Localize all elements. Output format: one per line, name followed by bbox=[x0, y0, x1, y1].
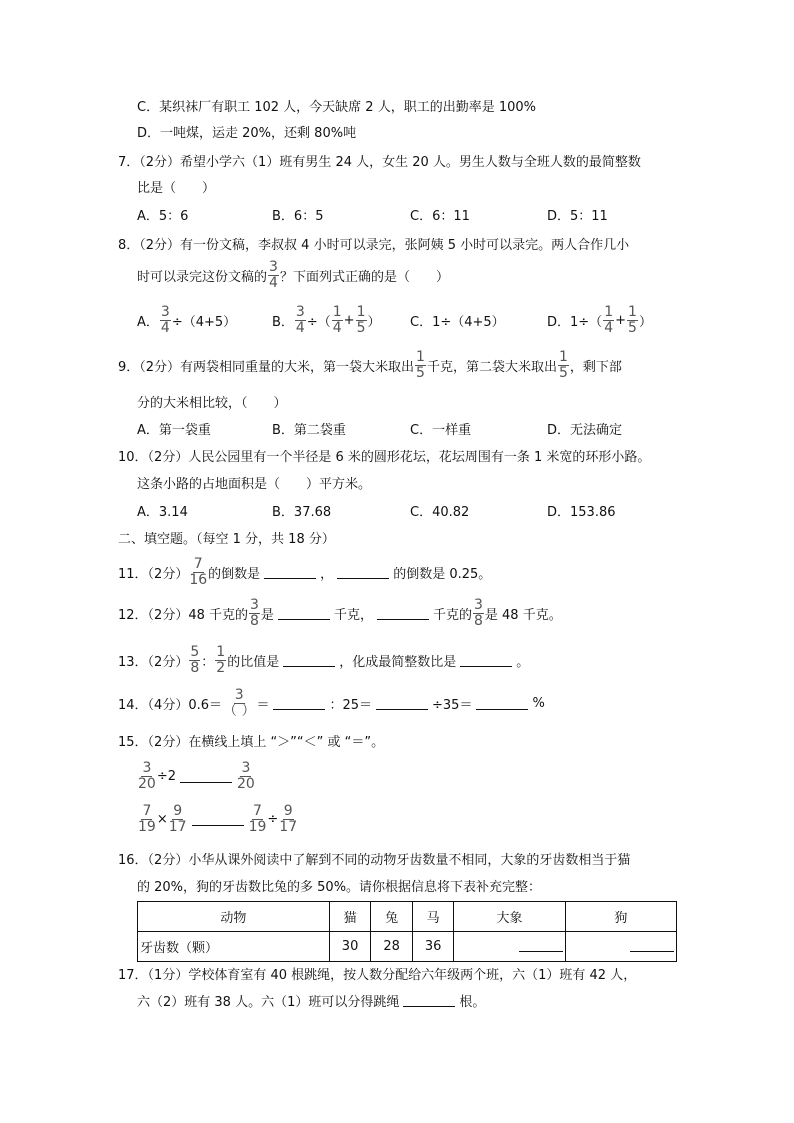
answer-blank[interactable] bbox=[192, 812, 244, 826]
answer-blank[interactable] bbox=[337, 565, 389, 579]
text-run: 11．（2分） bbox=[118, 566, 189, 582]
text-run: B．第二袋重 bbox=[272, 422, 346, 438]
fraction-numerator: 1 bbox=[628, 303, 637, 320]
text-run: + bbox=[343, 312, 355, 328]
fraction-denominator: 4 bbox=[160, 319, 170, 336]
choice-option[interactable] bbox=[410, 490, 469, 530]
fraction-numerator: 3 bbox=[160, 303, 170, 320]
fraction-denominator: （ ） bbox=[223, 702, 256, 719]
fraction-denominator: 5 bbox=[558, 364, 568, 381]
text-run: 10．（2分）人民公园里有一个半径是 6 米的圆形花坛，花坛周围有一条 1 米宽的环形小路。 bbox=[118, 449, 651, 465]
text-line bbox=[137, 756, 256, 796]
fraction bbox=[189, 645, 200, 676]
fraction-denominator: 4 bbox=[295, 319, 305, 336]
fraction-numerator: 3 bbox=[241, 759, 251, 776]
text-run: ÷ bbox=[267, 811, 279, 827]
answer-blank[interactable] bbox=[283, 653, 335, 667]
fraction-denominator: 2 bbox=[216, 659, 226, 676]
text-run: A．第一袋重 bbox=[137, 422, 211, 438]
fraction-numerator: 7 bbox=[253, 802, 262, 819]
fraction-numerator: 1 bbox=[558, 348, 568, 365]
text-run: C．6：11 bbox=[410, 208, 470, 224]
fraction-numerator: 3 bbox=[473, 596, 483, 613]
fraction bbox=[189, 557, 207, 588]
fraction bbox=[332, 305, 343, 336]
fraction bbox=[138, 804, 156, 835]
text-run: A．5：6 bbox=[137, 208, 189, 224]
fraction-denominator: 17 bbox=[279, 818, 298, 835]
fraction bbox=[237, 761, 255, 792]
choice-option[interactable] bbox=[272, 300, 381, 340]
fraction-denominator: 19 bbox=[138, 818, 156, 835]
text-run: ） bbox=[367, 314, 381, 330]
fraction-numerator: 5 bbox=[190, 643, 200, 660]
table-row bbox=[138, 932, 677, 962]
text-line bbox=[137, 865, 541, 905]
fraction-numerator: 9 bbox=[283, 802, 293, 819]
text-run: ，剩下部 bbox=[569, 359, 622, 375]
text-run: ？下面列式正确的是（ ） bbox=[279, 269, 449, 285]
text-run: 时可以录完这份文稿的 bbox=[137, 269, 268, 285]
fraction-denominator: 4 bbox=[332, 319, 342, 336]
text-line bbox=[118, 593, 562, 633]
text-run: ） bbox=[638, 314, 652, 330]
answer-blank[interactable] bbox=[180, 769, 232, 783]
fraction-numerator: 1 bbox=[416, 348, 425, 365]
fraction bbox=[169, 804, 187, 835]
text-run: D．一吨煤，运走 20%，还剩 80%吨 bbox=[137, 125, 357, 141]
fraction bbox=[215, 645, 226, 676]
text-run: ÷（ bbox=[306, 314, 331, 330]
fraction bbox=[138, 761, 156, 792]
fraction-denominator: 5 bbox=[628, 319, 637, 336]
choice-option[interactable] bbox=[137, 300, 236, 340]
fraction-denominator: 19 bbox=[248, 818, 267, 835]
answer-blank[interactable] bbox=[264, 565, 316, 579]
text-run: 千克， bbox=[333, 607, 373, 623]
text-line bbox=[118, 517, 335, 557]
fraction-numerator: 9 bbox=[173, 802, 183, 819]
table-cell: 28 bbox=[371, 932, 413, 962]
fraction-numerator: 1 bbox=[356, 303, 366, 320]
text-run: 17．（1分）学校体育室有 40 根跳绳，按人数分配给六年级两个班，六（1）班有 42 人， bbox=[118, 967, 637, 983]
fraction-denominator: 16 bbox=[189, 571, 208, 588]
text-run: 。 bbox=[516, 654, 530, 670]
answer-blank[interactable] bbox=[377, 606, 429, 620]
table-header-cell: 动物 bbox=[138, 902, 330, 932]
text-run: 13．（2分） bbox=[118, 654, 189, 670]
text-run: B．6：5 bbox=[272, 208, 324, 224]
table-header-row bbox=[138, 902, 677, 932]
text-run: 千克的 bbox=[432, 607, 472, 623]
fraction bbox=[356, 305, 367, 336]
text-run: 的倒数是 0.25。 bbox=[393, 566, 492, 582]
text-run: ÷2 bbox=[156, 768, 176, 784]
text-run: C．40.82 bbox=[410, 504, 470, 520]
text-run: C．一样重 bbox=[410, 422, 472, 438]
fraction-denominator: 4 bbox=[269, 274, 278, 291]
text-run: 是 48 千克。 bbox=[484, 607, 562, 623]
fraction-denominator: 8 bbox=[250, 612, 259, 629]
choice-option[interactable] bbox=[410, 300, 505, 340]
text-line bbox=[118, 640, 529, 680]
text-run: 的 20%，狗的牙齿数比兔的多 50%。请你根据信息将下表补充完整： bbox=[137, 879, 542, 895]
fraction bbox=[415, 350, 426, 381]
text-run: 千克，第二袋大米取出 bbox=[426, 359, 557, 375]
text-run: 7．（2分）希望小学六（1）班有男生 24 人，女生 20 人。男生人数与全班人数的最简整数 bbox=[118, 154, 641, 170]
text-run: 二、填空题。（每空 1 分，共 18 分） bbox=[118, 531, 335, 547]
fraction-numerator: 7 bbox=[193, 555, 203, 572]
fraction-denominator: 4 bbox=[604, 319, 614, 336]
fraction bbox=[627, 305, 638, 336]
fraction bbox=[160, 305, 171, 336]
fraction-numerator: 3 bbox=[269, 258, 278, 275]
text-run: 12．（2分）48 千克的 bbox=[118, 607, 248, 623]
fraction bbox=[223, 688, 255, 719]
text-line bbox=[137, 799, 298, 839]
fraction bbox=[295, 305, 306, 336]
text-run: 分的大米相比较，（ ） bbox=[137, 395, 287, 411]
answer-blank[interactable] bbox=[278, 606, 330, 620]
text-run: 根。 bbox=[459, 994, 486, 1010]
fraction-denominator: 5 bbox=[416, 364, 425, 381]
text-run: % bbox=[532, 695, 545, 711]
fraction-numerator: 3 bbox=[295, 303, 305, 320]
text-run: A．3.14 bbox=[137, 504, 188, 520]
answer-blank[interactable] bbox=[476, 696, 528, 710]
fraction bbox=[268, 260, 279, 291]
text-run: C．某织袜厂有职工 102 人，今天缺席 2 人，职工的出勤率是 100% bbox=[137, 99, 536, 115]
fraction-numerator: 3 bbox=[250, 596, 259, 613]
table-header-cell: 猫 bbox=[329, 902, 371, 932]
fraction bbox=[558, 350, 569, 381]
fraction-denominator: 20 bbox=[237, 775, 255, 792]
text-run: 的倒数是 bbox=[208, 566, 261, 582]
answer-cell-elephant[interactable] bbox=[454, 932, 565, 962]
text-run: ÷（4+5） bbox=[171, 314, 237, 330]
text-run: ， bbox=[320, 566, 334, 582]
fraction-denominator: 17 bbox=[168, 818, 187, 835]
table-cell: 30 bbox=[329, 932, 371, 962]
text-line bbox=[118, 552, 491, 592]
text-run: × bbox=[156, 811, 168, 827]
text-run: ÷35＝ bbox=[432, 697, 473, 713]
text-run: 是 bbox=[260, 607, 274, 623]
teeth-table bbox=[137, 901, 677, 962]
fraction bbox=[249, 598, 260, 629]
text-run: A． bbox=[137, 314, 159, 330]
text-run: ，化成最简整数比是 bbox=[339, 654, 457, 670]
answer-blank[interactable] bbox=[376, 696, 428, 710]
answer-blank[interactable] bbox=[519, 951, 563, 952]
answer-blank[interactable] bbox=[460, 653, 512, 667]
table-header-cell: 马 bbox=[412, 902, 454, 932]
text-run: D．153.86 bbox=[547, 504, 616, 520]
fraction-denominator: 8 bbox=[190, 659, 200, 676]
fraction-denominator: 8 bbox=[473, 612, 483, 629]
answer-blank[interactable] bbox=[630, 951, 674, 952]
text-run: D．5：11 bbox=[547, 208, 608, 224]
fraction bbox=[279, 804, 297, 835]
table-cell: 36 bbox=[412, 932, 454, 962]
text-run: B．37.68 bbox=[272, 504, 332, 520]
text-run: 的比值是 bbox=[227, 654, 280, 670]
fraction bbox=[473, 598, 484, 629]
answer-blank[interactable] bbox=[403, 993, 455, 1007]
table-header-cell: 大象 bbox=[454, 902, 565, 932]
fraction-denominator: 5 bbox=[356, 319, 366, 336]
fraction-numerator: 1 bbox=[216, 643, 226, 660]
text-line bbox=[118, 683, 545, 723]
table-header-cell: 狗 bbox=[565, 902, 676, 932]
text-line bbox=[118, 345, 622, 385]
text-run: B． bbox=[272, 314, 294, 330]
fraction-numerator: 3 bbox=[234, 686, 244, 703]
text-run: 9．（2分）有两袋相同重量的大米，第一袋大米取出 bbox=[118, 359, 415, 375]
text-run: + bbox=[615, 312, 627, 328]
fraction bbox=[249, 804, 267, 835]
text-run: 8．（2分）有一份文稿，李叔叔 4 小时可以录完，张阿姨 5 小时可以录完。两人合作几小 bbox=[118, 237, 630, 253]
fraction-denominator: 20 bbox=[138, 775, 156, 792]
text-run: 六（2）班有 38 人。六（1）班可以分得跳绳 bbox=[137, 994, 400, 1010]
text-run: D．1÷（ bbox=[547, 314, 603, 330]
text-run: D．无法确定 bbox=[547, 422, 623, 438]
text-run: ：25＝ bbox=[329, 697, 373, 713]
fraction-numerator: 3 bbox=[142, 759, 152, 776]
text-line bbox=[137, 255, 449, 295]
fraction-numerator: 7 bbox=[142, 802, 152, 819]
choice-option[interactable] bbox=[547, 300, 652, 340]
text-run: ＝ bbox=[256, 697, 270, 713]
table-header-cell: 兔 bbox=[371, 902, 413, 932]
text-run: 这条小路的占地面积是（ ）平方米。 bbox=[137, 476, 372, 492]
text-run: C．1÷（4+5） bbox=[410, 314, 505, 330]
row-label: 牙齿数（颗） bbox=[138, 932, 330, 962]
text-run: ： bbox=[201, 654, 215, 670]
text-run: 16．（2分）小华从课外阅读中了解到不同的动物牙齿数量不相同，大象的牙齿数相当于猫 bbox=[118, 852, 631, 868]
text-run: 15．（2分）在横线上填上 “＞”“＜” 或 “＝”。 bbox=[118, 734, 385, 750]
answer-cell-dog[interactable] bbox=[565, 932, 676, 962]
choice-option[interactable] bbox=[547, 490, 616, 530]
text-run: 14．（4分）0.6＝ bbox=[118, 697, 222, 713]
fraction bbox=[603, 305, 614, 336]
fraction-numerator: 1 bbox=[604, 303, 614, 320]
text-line bbox=[118, 720, 384, 760]
text-run: 比是（ ） bbox=[137, 180, 216, 196]
answer-blank[interactable] bbox=[273, 696, 325, 710]
text-line bbox=[137, 980, 485, 1020]
fraction-numerator: 1 bbox=[332, 303, 342, 320]
